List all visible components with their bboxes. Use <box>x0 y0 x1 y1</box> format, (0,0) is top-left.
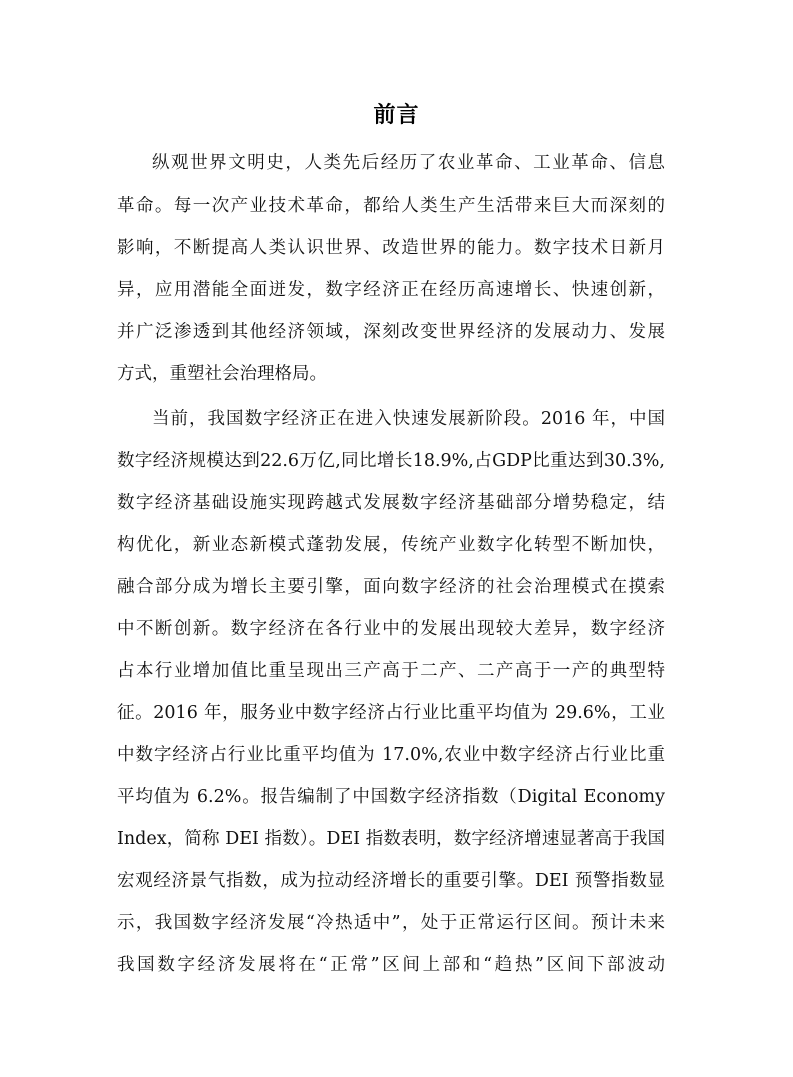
text-line: 影响，不断提高人类认识世界、改造世界的能力。数字技术日新月 <box>117 238 665 258</box>
text-line: Index，简称 DEI 指数）。DEI 指数表明，数字经济增速显著高于我国 <box>117 829 665 849</box>
text-line: 纵观世界文明史，人类先后经历了农业革命、工业革命、信息 <box>152 153 665 173</box>
text-line: 并广泛渗透到其他经济领域，深刻改变世界经济的发展动力、发展 <box>117 322 665 342</box>
text-line: 宏观经济景气指数，成为拉动经济增长的重要引擎。DEI 预警指数显 <box>117 871 665 891</box>
text-line: 占本行业增加值比重呈现出三产高于二产、二产高于一产的典型特 <box>117 661 665 681</box>
text-line: 革命。每一次产业技术革命，都给人类生产生活带来巨大而深刻的 <box>117 196 665 216</box>
text-line: 中不断创新。数字经济在各行业中的发展出现较大差异，数字经济 <box>117 619 665 639</box>
text-line: 异，应用潜能全面迸发，数字经济正在经历高速增长、快速创新， <box>117 280 665 300</box>
page-title: 前言 <box>373 103 420 128</box>
text-line: 我国数字经济发展将在“正常”区间上部和“趋热”区间下部波动 <box>117 955 665 975</box>
text-line: 数字经济规模达到22.6万亿,同比增长18.9%,占GDP比重达到30.3%, <box>117 451 665 471</box>
text-line: 征。2016 年，服务业中数字经济占行业比重平均值为 29.6%，工业 <box>117 703 665 723</box>
text-line: 融合部分成为增长主要引擎，面向数字经济的社会治理模式在摸索 <box>117 577 665 597</box>
text-line: 示，我国数字经济发展“冷热适中”，处于正常运行区间。预计未来 <box>117 913 665 933</box>
text-line: 数字经济基础设施实现跨越式发展数字经济基础部分增势稳定，结 <box>117 493 665 513</box>
text-line: 构优化，新业态新模式蓬勃发展，传统产业数字化转型不断加快， <box>117 535 665 555</box>
text-line: 中数字经济占行业比重平均值为 17.0%,农业中数字经济占行业比重 <box>117 745 665 765</box>
text-line: 平均值为 6.2%。报告编制了中国数字经济指数（Digital Economy <box>117 787 665 807</box>
text-line: 方式，重塑社会治理格局。 <box>117 364 327 384</box>
text-line: 当前，我国数字经济正在进入快速发展新阶段。2016 年，中国 <box>152 409 665 429</box>
